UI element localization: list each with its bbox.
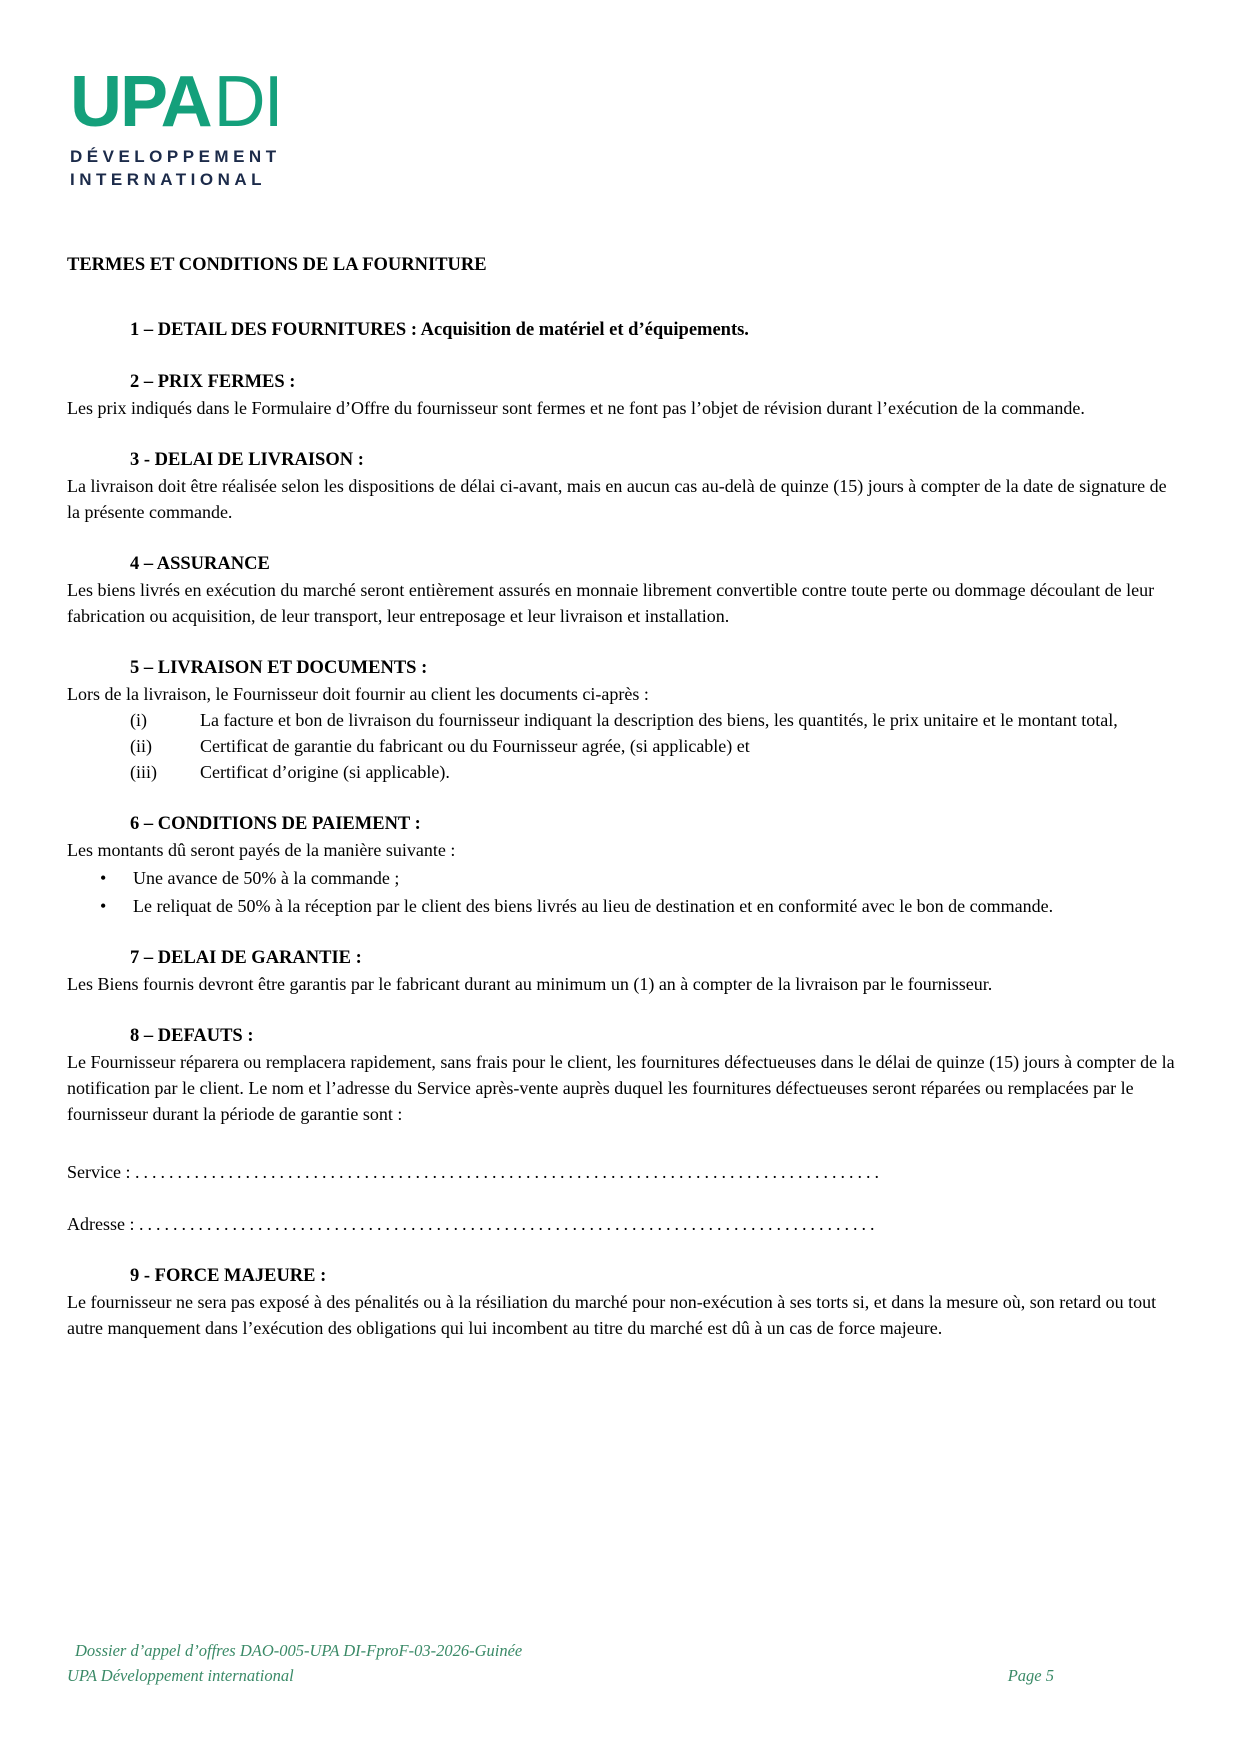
bullet-item-text: Une avance de 50% à la commande ;: [133, 868, 400, 888]
upadi-logo: [70, 62, 282, 191]
section-paragraph: Lors de la livraison, le Fournisseur doit fournir au client les documents ci-après :: [67, 684, 649, 704]
section-1: [67, 317, 1175, 343]
section-heading: 7 – DELAI DE GARANTIE :: [130, 948, 362, 968]
section-paragraph: Les prix indiqués dans le Formulaire d’Offre du fournisseur sont fermes et ne font pas l’objet de révision durant l’exécution de la commande.: [67, 398, 1085, 418]
roman-marker: (i): [130, 710, 147, 730]
section-heading: 6 – CONDITIONS DE PAIEMENT :: [130, 814, 421, 834]
roman-marker: (ii): [130, 736, 152, 756]
logo-subtitle-line2: INTERNATIONAL: [70, 170, 267, 189]
section-9: [67, 1263, 1175, 1341]
document-content: [67, 252, 1175, 1341]
bullet-marker: •: [100, 868, 107, 888]
upadi-wordmark-di: DI: [213, 62, 282, 142]
footer-page-number: Page 5: [1007, 1666, 1054, 1685]
bullet-marker: •: [100, 896, 107, 916]
footer-org-line: UPA Développement international: [67, 1666, 294, 1685]
roman-list-item: [67, 707, 1175, 733]
section-paragraph: Les Biens fournis devront être garantis par le fabricant durant au minimum un (1) an à compter de la livraison par le fournisseur.: [67, 974, 993, 994]
section-heading: 9 - FORCE MAJEURE :: [130, 1266, 327, 1286]
section-heading: 4 – ASSURANCE: [130, 554, 270, 574]
fill-in-dotted-rule: ........................................................................................: [134, 1162, 883, 1182]
roman-item-text: La facture et bon de livraison du fournisseur indiquant la description des biens, les quantités, le prix unitaire et le montant total,: [200, 710, 1118, 730]
upadi-wordmark-upa: UPA: [70, 62, 211, 142]
roman-list-item: [67, 759, 1175, 785]
section-paragraph: Les biens livrés en exécution du marché seront entièrement assurés en monnaie librement convertible contre toute perte ou dommage découlant de leur fabrication ou acquisition, de leur transport, leur entreposage et leur livraison et installation.: [67, 580, 1155, 626]
section-8: [67, 1023, 1175, 1237]
page-footer: [67, 1638, 1175, 1688]
section-heading: 5 – LIVRAISON ET DOCUMENTS :: [130, 658, 428, 678]
page-title: TERMES ET CONDITIONS DE LA FOURNITURE: [67, 255, 487, 275]
terms-sections: [67, 317, 1175, 1341]
fill-in-line: [67, 1159, 1175, 1185]
section-heading: 8 – DEFAUTS :: [130, 1026, 254, 1046]
section-3: [67, 447, 1175, 525]
section-paragraph: La livraison doit être réalisée selon les dispositions de délai ci-avant, mais en aucun cas au-delà de quinze (15) jours à compter de la date de signature de la présente commande.: [67, 476, 1167, 522]
roman-item-text: Certificat d’origine (si applicable).: [200, 762, 450, 782]
footer-dossier-line: Dossier d’appel d’offres DAO-005-UPA DI-FproF-03-2026-Guinée: [75, 1641, 523, 1660]
section-paragraph: Le Fournisseur réparera ou remplacera rapidement, sans frais pour le client, les fournitures défectueuses dans le délai de quinze (15) jours à compter de la notification par le client. Le nom et l’adresse du Service après-vente auprès duquel les fournitures défectueuses seront réparées ou remplacées par le fournisseur durant la période de garantie sont :: [67, 1052, 1175, 1124]
section-heading: 2 – PRIX FERMES :: [130, 372, 296, 392]
section-6: [67, 811, 1175, 919]
section-heading: 3 - DELAI DE LIVRAISON :: [130, 450, 364, 470]
section-2: [67, 369, 1175, 421]
section-7: [67, 945, 1175, 997]
section-heading: 1 – DETAIL DES FOURNITURES : Acquisition de matériel et d’équipements.: [130, 320, 749, 340]
section-4: [67, 551, 1175, 629]
fill-in-label: Adresse :: [67, 1214, 135, 1234]
fill-in-dotted-rule: .......................................................................................: [138, 1214, 879, 1234]
fill-in-line: [67, 1211, 1175, 1237]
bullet-item-text: Le reliquat de 50% à la réception par le client des biens livrés au lieu de destination et en conformité avec le bon de commande.: [133, 896, 1054, 916]
bullet-list-item: [67, 865, 1175, 891]
upadi-wordmark: [70, 62, 282, 142]
section-paragraph: Les montants dû seront payés de la manière suivante :: [67, 840, 456, 860]
roman-item-text: Certificat de garantie du fabricant ou du Fournisseur agrée, (si applicable) et: [200, 736, 750, 756]
roman-marker: (iii): [130, 762, 157, 782]
logo-subtitle-line1: DÉVELOPPEMENT: [70, 147, 281, 166]
roman-list-item: [67, 733, 1175, 759]
bullet-list-item: [67, 893, 1175, 919]
section-paragraph: Le fournisseur ne sera pas exposé à des pénalités ou à la résiliation du marché pour non-exécution à ses torts si, et dans la mesure où, son retard ou tout autre manquement dans l’exécution des obligations qui lui incombent au titre du marché est dû à un cas de force majeure.: [67, 1292, 1157, 1338]
section-5: [67, 655, 1175, 785]
fill-in-label: Service :: [67, 1162, 131, 1182]
